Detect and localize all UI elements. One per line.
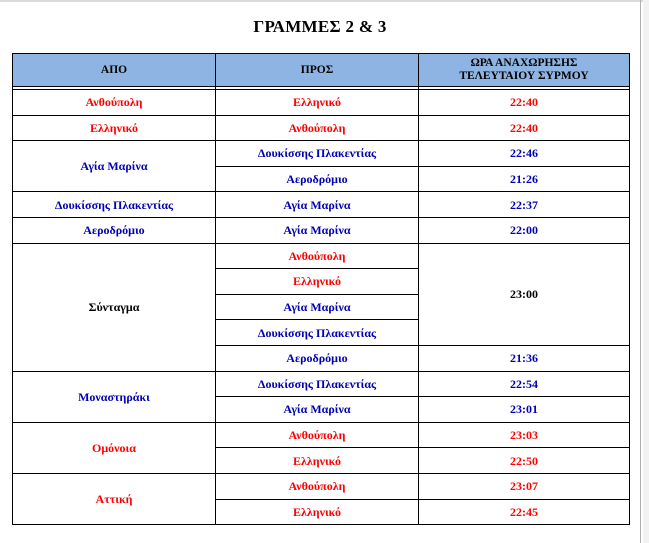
header-from: ΑΠΟ <box>13 54 216 87</box>
cell-from: Αττική <box>13 473 216 524</box>
table-row <box>13 90 630 116</box>
cell-time: 22:50 <box>419 448 630 474</box>
header-to: ΠΡΟΣ <box>216 54 419 87</box>
cell-time: 22:54 <box>419 371 630 397</box>
cell-from: Αεροδρόμιο <box>13 217 216 243</box>
table-row <box>13 141 630 167</box>
cell-to: Αγία Μαρίνα <box>216 294 419 320</box>
cell-to: Δουκίσσης Πλακεντίας <box>216 371 419 397</box>
cell-from: Ανθούπολη <box>13 90 216 116</box>
cell-time: 21:36 <box>419 345 630 371</box>
header-departure-time <box>419 54 630 87</box>
cell-to: Ελληνικό <box>216 269 419 295</box>
cell-to: Ανθούπολη <box>216 243 419 269</box>
cell-to: Ανθούπολη <box>216 422 419 448</box>
cell-time: 23:03 <box>419 422 630 448</box>
cell-time: 22:37 <box>419 192 630 218</box>
cell-to: Αγία Μαρίνα <box>216 217 419 243</box>
cell-to: Ελληνικό <box>216 499 419 525</box>
header-time-line2: ΤΕΛΕΥΤΑΙΟΥ ΣΥΡΜΟΥ <box>459 70 589 82</box>
table-row <box>13 192 630 218</box>
table-row <box>13 243 630 269</box>
cell-to: Ελληνικό <box>216 448 419 474</box>
cell-time: 23:01 <box>419 397 630 423</box>
table-row <box>13 217 630 243</box>
cell-to: Αγία Μαρίνα <box>216 192 419 218</box>
page-top-shadow <box>0 0 649 2</box>
cell-from: Ομόνοια <box>13 422 216 473</box>
cell-to: Ανθούπολη <box>216 115 419 141</box>
cell-from: Δουκίσσης Πλακεντίας <box>13 192 216 218</box>
cell-to: Αεροδρόμιο <box>216 166 419 192</box>
cell-time: 21:26 <box>419 166 630 192</box>
cell-from: Ελληνικό <box>13 115 216 141</box>
cell-time: 22:46 <box>419 141 630 167</box>
header-time-line1: ΩΡΑ ΑΝΑΧΩΡΗΣΗΣ <box>470 57 578 69</box>
table-header-row <box>13 54 630 87</box>
cell-to: Ελληνικό <box>216 90 419 116</box>
cell-time: 23:00 <box>419 243 630 345</box>
cell-to: Αγία Μαρίνα <box>216 397 419 423</box>
table-row <box>13 371 630 397</box>
cell-to: Αεροδρόμιο <box>216 345 419 371</box>
cell-from: Μοναστηράκι <box>13 371 216 422</box>
cell-time: 22:45 <box>419 499 630 525</box>
page-edge <box>640 0 641 543</box>
table-row <box>13 115 630 141</box>
page-title: ΓΡΑΜΜΕΣ 2 & 3 <box>253 17 387 36</box>
table-row <box>13 473 630 499</box>
page-gutter <box>643 0 649 543</box>
table-row <box>13 422 630 448</box>
cell-to: Ανθούπολη <box>216 473 419 499</box>
cell-time: 22:40 <box>419 90 630 116</box>
cell-time: 23:07 <box>419 473 630 499</box>
cell-time: 22:00 <box>419 217 630 243</box>
cell-to: Δουκίσσης Πλακεντίας <box>216 141 419 167</box>
cell-from: Αγία Μαρίνα <box>13 141 216 192</box>
last-train-schedule-table <box>12 53 630 525</box>
cell-time: 22:40 <box>419 115 630 141</box>
cell-from: Σύνταγμα <box>13 243 216 371</box>
cell-to: Δουκίσσης Πλακεντίας <box>216 320 419 346</box>
